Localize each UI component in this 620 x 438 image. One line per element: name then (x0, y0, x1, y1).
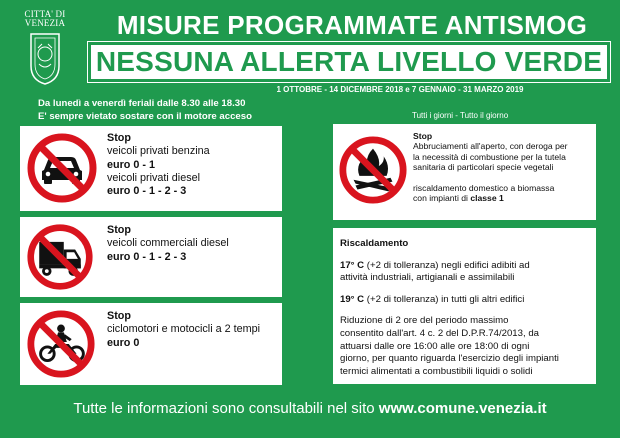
heating-hours-reduction: consentito dall'art. 4 c. 2 del D.P.R.74/2013, da (340, 327, 539, 339)
page-title: MISURE PROGRAMMATE ANTISMOG (116, 10, 588, 40)
biomass-class-rule (413, 193, 568, 203)
heating-hours-reduction: attuarsi dalle ore 16:00 alle ore 18:00 di ogni (340, 340, 530, 352)
website-link[interactable]: www.comune.venezia.it (378, 400, 547, 417)
footer-text: Tutte le informazioni sono consultabili nel sito (73, 400, 379, 417)
idling-prohibition: E' sempre vietato sostare con il motore acceso (38, 110, 252, 122)
weekday-schedule (38, 98, 338, 123)
restriction-two-stroke-motorcycles (20, 303, 282, 385)
vehicle-type: veicoli privati diesel (107, 171, 201, 184)
burning-rule-line: la necessità di combustione per la tutela (413, 151, 566, 162)
euro-classes: euro 0 - 1 - 2 - 3 (107, 185, 187, 198)
euro-classes: euro 0 - 1 - 2 - 3 (107, 250, 187, 263)
biomass-heating-rule: riscaldamento domestico a biomassa (413, 182, 555, 193)
stop-label: Stop (107, 132, 131, 144)
burning-rule-line: Abbruciamenti all'aperto, con deroga per (413, 141, 568, 152)
all-days-note: Tutti i giorni - Tutto il giorno (412, 111, 509, 120)
validity-dates: 1 OTTOBRE - 14 DICEMBRE 2018 e 7 GENNAIO - 31 MARZO 2019 (276, 85, 524, 94)
logo-city-name: VENEZIA (24, 18, 66, 28)
restriction-open-burning (333, 124, 596, 220)
heating-rule-text: (+2 di tolleranza) in tutti gli altri edifici (364, 293, 525, 305)
heating-rule-industrial (340, 260, 590, 273)
logo-city-line: CITTA' DI (24, 9, 66, 19)
no-trucks-icon (26, 223, 94, 291)
temperature-value: 19° C (340, 293, 365, 305)
heating-rules (333, 228, 596, 384)
heating-rule-other (340, 294, 590, 307)
restriction-commercial-vehicles (20, 217, 282, 297)
heating-rule-text: (+2 di tolleranza) negli edifici adibiti ad (364, 259, 530, 271)
vehicle-type: veicoli privati benzina (107, 145, 210, 158)
footer-info (0, 400, 620, 417)
vehicle-type: veicoli commerciali diesel (107, 237, 229, 250)
stop-label: Stop (107, 310, 131, 322)
temperature-value: 17° C (340, 259, 365, 271)
biomass-class-value: classe 1 (470, 193, 504, 204)
biomass-class-prefix: con impianti di (413, 193, 471, 204)
vehicle-type: ciclomotori e motocicli a 2 tempi (107, 323, 261, 336)
city-logo (20, 10, 70, 90)
heating-hours-reduction: giorno, per quanto riguarda l'esercizio degli impianti (340, 353, 559, 365)
stop-label: Stop (413, 131, 433, 141)
heating-rule-text: attività industriali, artigianali e assimilabili (340, 272, 515, 284)
heating-hours-reduction: termici alimentati a combustibili liquidi o solidi (340, 365, 533, 377)
restriction-private-cars (20, 126, 282, 211)
euro-classes: euro 0 (107, 336, 140, 349)
euro-classes: euro 0 - 1 (107, 158, 156, 171)
heating-title: Riscaldamento (340, 238, 409, 249)
lion-crest-icon (25, 30, 65, 86)
alert-level-banner: NESSUNA ALLERTA LIVELLO VERDE (88, 42, 610, 82)
heating-hours-reduction: Riduzione di 2 ore del periodo massimo (340, 315, 509, 327)
schedule-hours: Da lunedì a venerdì feriali dalle 8.30 alle 18.30 (38, 98, 246, 109)
no-cars-icon (26, 132, 98, 204)
burning-rule-line: sanitaria di particolari specie vegetali (413, 162, 554, 173)
stop-label: Stop (107, 224, 131, 236)
no-motorcycles-icon (26, 309, 96, 379)
no-fire-icon (338, 135, 408, 205)
